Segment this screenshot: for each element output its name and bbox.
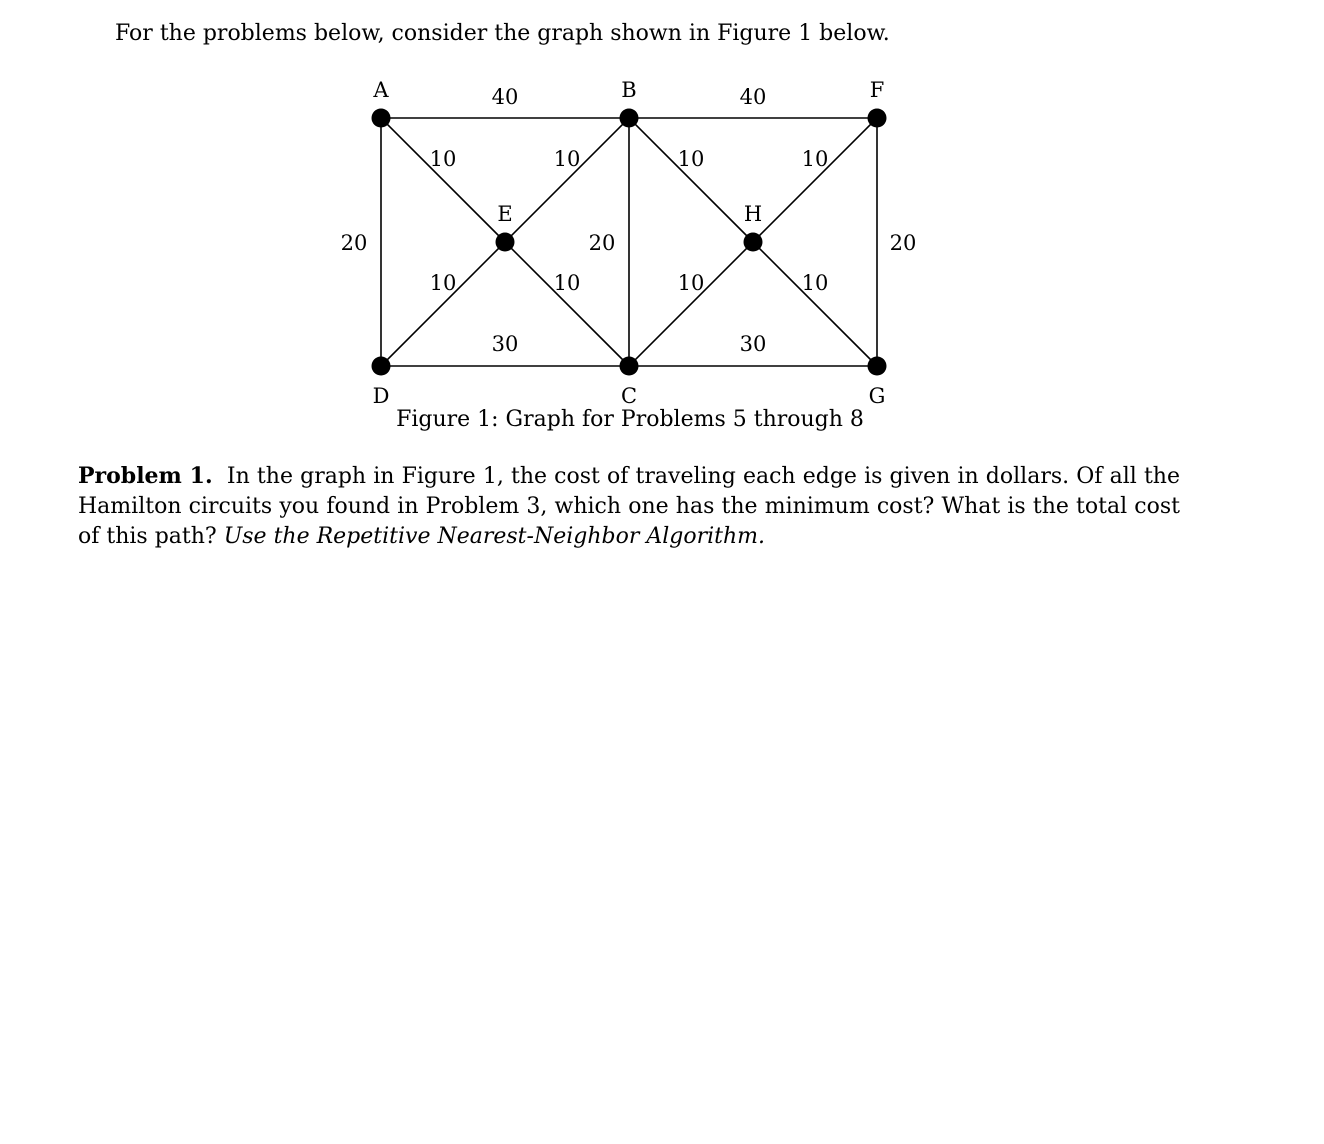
weight-c-h: 10 bbox=[677, 271, 705, 295]
vertex-e bbox=[496, 233, 515, 252]
vertex-label-h: H bbox=[743, 202, 763, 226]
vertex-label-a: A bbox=[373, 78, 389, 102]
weight-c-g: 30 bbox=[739, 332, 767, 356]
graph-diagram bbox=[320, 70, 940, 440]
figure-1 bbox=[320, 70, 940, 440]
edge-c-h bbox=[629, 242, 753, 366]
vertex-label-d: D bbox=[372, 384, 390, 408]
edge-a-e bbox=[381, 118, 505, 242]
weight-e-b: 10 bbox=[553, 147, 581, 171]
weight-a-d: 20 bbox=[340, 231, 368, 255]
vertex-b bbox=[620, 109, 639, 128]
vertex-h bbox=[744, 233, 763, 252]
weight-b-h: 10 bbox=[677, 147, 705, 171]
edge-e-c bbox=[505, 242, 629, 366]
vertex-g bbox=[868, 357, 887, 376]
intro-text: For the problems below, consider the graph shown in Figure 1 below. bbox=[115, 21, 890, 46]
figure-caption: Figure 1: Graph for Problems 5 through 8 bbox=[396, 407, 864, 432]
vertex-d bbox=[372, 357, 391, 376]
weight-d-e: 10 bbox=[429, 271, 457, 295]
weight-h-f: 10 bbox=[801, 147, 829, 171]
edge-b-h bbox=[629, 118, 753, 242]
vertex-label-f: F bbox=[869, 78, 885, 102]
weight-d-c: 30 bbox=[491, 332, 519, 356]
problem-body: In the graph in Figure 1, the cost of traveling each edge is given in dollars. Of all the Hamilton circuits you found in Problem 3, which one has the minimum cost? What is the total cost of this path? bbox=[78, 464, 1180, 549]
problem-1 bbox=[78, 461, 1180, 552]
vertex-f bbox=[868, 109, 887, 128]
vertex-label-g: G bbox=[868, 384, 886, 408]
weight-a-b: 40 bbox=[491, 85, 519, 109]
weight-h-g: 10 bbox=[801, 271, 829, 295]
vertex-label-e: E bbox=[497, 202, 513, 226]
weight-f-g: 20 bbox=[889, 231, 917, 255]
weight-a-e: 10 bbox=[429, 147, 457, 171]
edge-h-f bbox=[753, 118, 877, 242]
edge-e-b bbox=[505, 118, 629, 242]
weight-e-c: 10 bbox=[553, 271, 581, 295]
vertex-label-b: B bbox=[621, 78, 637, 102]
vertex-label-c: C bbox=[620, 384, 638, 408]
weight-b-f: 40 bbox=[739, 85, 767, 109]
problem-instruction: Use the Repetitive Nearest-Neighbor Algorithm. bbox=[223, 524, 766, 549]
problem-label: Problem 1. bbox=[78, 463, 213, 489]
edge-h-g bbox=[753, 242, 877, 366]
edge-d-e bbox=[381, 242, 505, 366]
vertex-a bbox=[372, 109, 391, 128]
weight-b-c: 20 bbox=[588, 231, 616, 255]
vertex-c bbox=[620, 357, 639, 376]
